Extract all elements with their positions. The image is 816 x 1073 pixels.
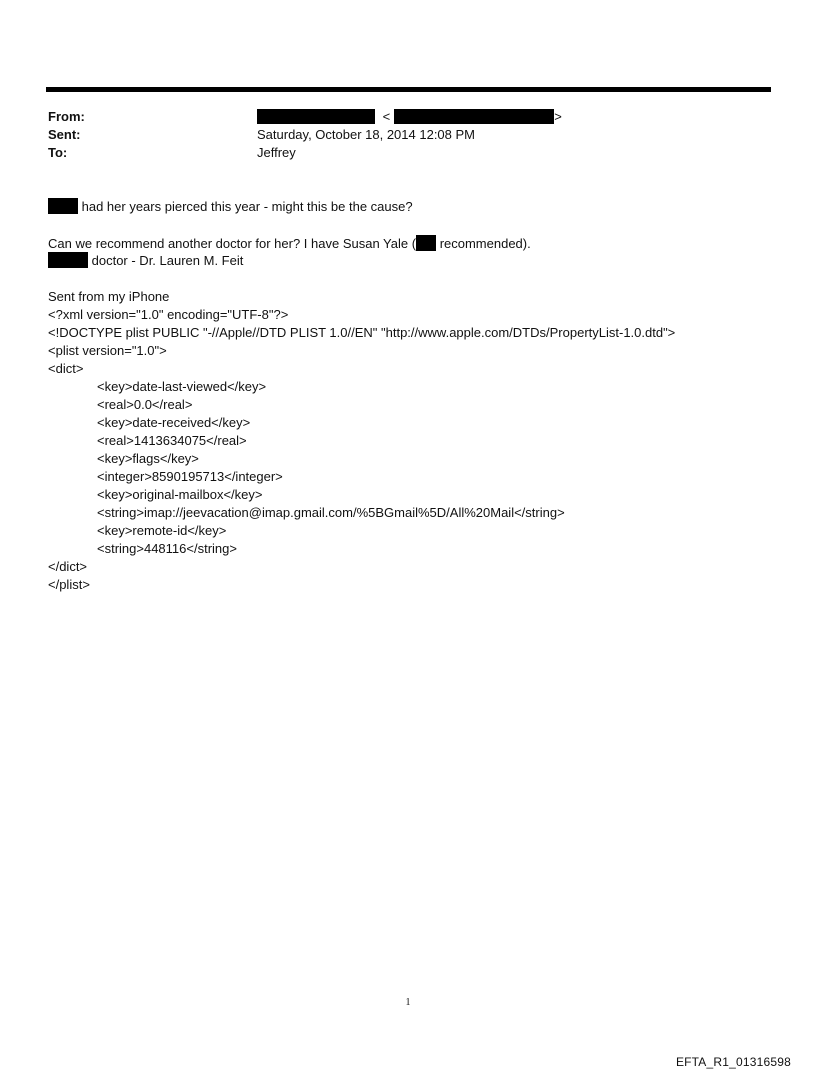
xml-line: <key>original-mailbox</key> [97, 487, 263, 502]
from-gt: > [554, 109, 562, 124]
xml-line: <integer>8590195713</integer> [97, 469, 283, 484]
xml-line: <real>1413634075</real> [97, 433, 247, 448]
xml-line: <key>date-received</key> [97, 415, 251, 430]
xml-line: <?xml version="1.0" encoding="UTF-8"?> [48, 307, 289, 322]
redaction-box [48, 198, 78, 214]
body-paragraph-2 [48, 235, 531, 253]
xml-line: <key>date-last-viewed</key> [97, 379, 267, 394]
redaction-box [416, 235, 436, 251]
body-text: Can we recommend another doctor for her? I have Susan Yale ( [48, 236, 417, 251]
redaction-box [394, 109, 554, 124]
header-divider [46, 87, 771, 92]
xml-line: <real>0.0</real> [97, 397, 193, 412]
xml-line: </dict> [48, 559, 88, 574]
sent-label: Sent: [48, 127, 81, 142]
body-paragraph-3 [48, 252, 243, 270]
xml-line: <dict> [48, 361, 84, 376]
to-label: To: [48, 145, 68, 160]
to-value: Jeffrey [257, 145, 296, 160]
xml-line: <string>imap://jeevacation@imap.gmail.com/%5BGmail%5D/All%20Mail</string> [97, 505, 565, 520]
body-text: had her years pierced this year - might this be the cause? [81, 199, 413, 214]
from-lt: < [382, 109, 391, 124]
body-paragraph-1 [48, 198, 413, 216]
from-value [257, 109, 562, 125]
xml-line: <key>remote-id</key> [97, 523, 227, 538]
page-number: 1 [405, 997, 411, 1008]
sent-value: Saturday, October 18, 2014 12:08 PM [257, 127, 476, 142]
redaction-box [257, 109, 375, 124]
xml-line: <key>flags</key> [97, 451, 199, 466]
redaction-box [48, 252, 88, 268]
xml-line: <plist version="1.0"> [48, 343, 167, 358]
xml-line: <!DOCTYPE plist PUBLIC "-//Apple//DTD PLIST 1.0//EN" "http://www.apple.com/DTDs/PropertyList-1.0.dtd"> [48, 325, 676, 340]
document-id: EFTA_R1_01316598 [675, 1055, 791, 1069]
body-text: doctor - Dr. Lauren M. Feit [91, 253, 244, 268]
signature: Sent from my iPhone [48, 289, 170, 304]
xml-line: </plist> [48, 577, 90, 592]
body-text: recommended). [439, 236, 531, 251]
xml-line: <string>448116</string> [97, 541, 237, 556]
from-label: From: [48, 109, 85, 124]
